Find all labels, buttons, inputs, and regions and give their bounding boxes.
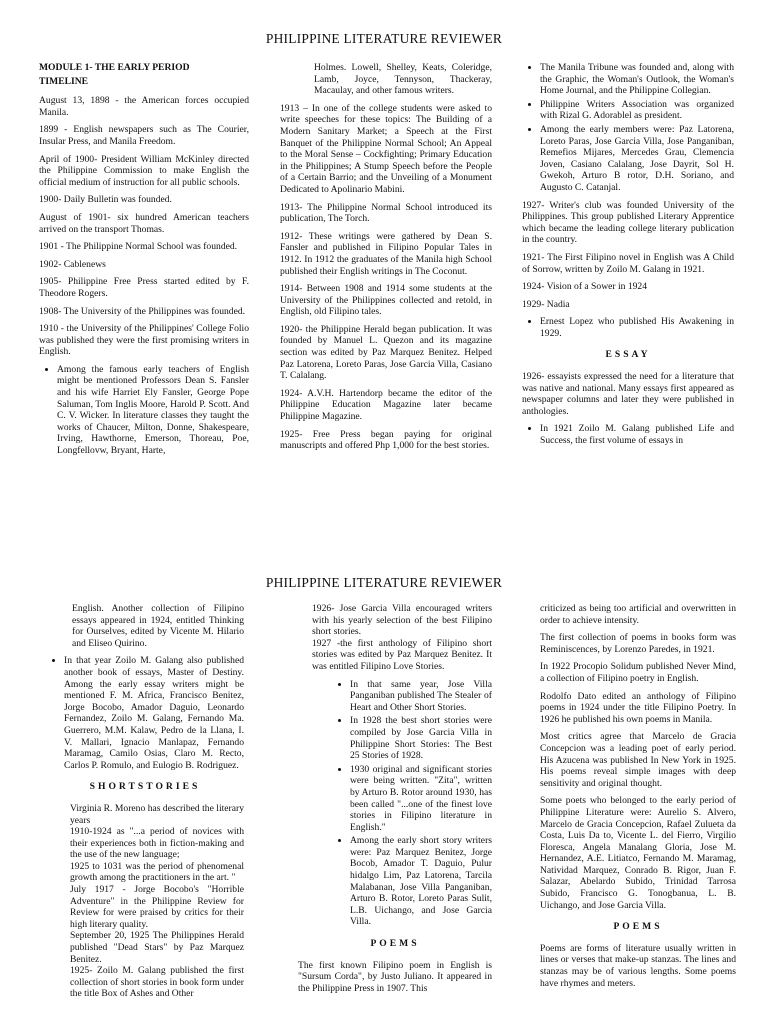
timeline-entry: 1920- the Philippine Herald began publication. It was founded by Manuel L. Quezon and its magazine section was edited by Paz Marquez Benitez. Helped Paz Latorena, Loreto Paras, Jose Garcia Villa, Casiano T. Calalang. xyxy=(280,323,492,382)
list-item: • 1930 original and significant stories were being written. "Zita", written by Arturo B. Rotor around 1930, has been called "...one of the finest love stories in Filipino literature in English." xyxy=(350,764,492,834)
timeline-heading: TIMELINE xyxy=(39,75,89,87)
shortstory-entry: September 20, 1925 The Philippines Herald published "Dead Stars" by Paz Marquez Benitez. xyxy=(70,930,244,965)
bullet-list xyxy=(522,62,734,194)
bullet-list xyxy=(522,423,734,446)
poem-entry: criticized as being too artificial and overwritten in order to achieve intensity. xyxy=(540,603,736,626)
column-3 xyxy=(522,62,734,453)
shortstories-heading: SHORTSTORIES xyxy=(89,781,201,793)
page-2 xyxy=(0,560,768,1024)
shortstory-entry: 1925- Zoilo M. Galang published the first collection of short stories in book form under the title Box of Ashes and Other xyxy=(70,965,244,1000)
poem-entry: Some poets who belonged to the early period of Philippine Literature were: Aurelio S. Alvero, Marcelo de Gracia Concepcion, Rafael Zulueta da Costa, Luis Da to, Vicente L. del Fierro, Virgilio Floresca, Angela Manalang Gloria, Jose M. Hernandez, A.E. Litiatco, Fernando M. Maramag, Natividad Marquez, Conrado B. Rigor, Juan F. Salazar, Abelardo Subido, Trinidad Tarrosa Subido, Francisco G. Tonogbanua, L. B. Uichango, and Jose Garcia Villa. xyxy=(540,795,736,911)
timeline-entry: 1905- Philippine Free Press started edited by F. Theodore Rogers. xyxy=(39,276,249,299)
list-item: • Philippine Writers Association was organized with Rizal G. Adorablel as president. xyxy=(540,99,734,122)
timeline-entry: 1924- Vision of a Sower in 1924 xyxy=(522,281,648,293)
list-item: • In 1928 the best short stories were compiled by Jose Garcia Villa in Philippine Short Stories: The Best 25 Stories of 1928. xyxy=(350,715,492,761)
timeline-entry: 1913- The Philippine Normal School introduced its publication, The Torch. xyxy=(280,201,492,225)
timeline-entry: 1902- Cablenews xyxy=(39,258,106,270)
list-item: • Among the early members were: Paz Latorena, Loreto Paras, Jose Garcia Villa, Jose Panganiban, Remefios Mijares, Mercedes Grau, Clemencia Joven, Casiano Calalang, Jose Dayrit, Sol H. Gwekoh, Arturo B rotor, D.H. Soriano, and Augusto C. Catanjal. xyxy=(540,124,734,194)
timeline-entry: 1900- Daily Bulletin was founded. xyxy=(39,194,172,206)
shortstory-entry: 1926- Jose Garcia Villa encouraged writers with his yearly selection of the best Filipino short stories. xyxy=(312,603,492,638)
timeline-entry: 1914- Between 1908 and 1914 some students at the University of the Philippines collected and retold, in English, old Filipino tales. xyxy=(280,283,492,318)
list-item: • In that year Zoilo M. Galang also published another book of essays, Master of Destiny. Among the early essay writers might be mentioned F. M. Africa, Francisco Benitez, Jorge Bocobo, Amador Daguio, Leonardo Fernandez, Zoilo M. Galang, Fernando Ma. Guerrero, M.M. Kalaw, Pedro de la Llana, I. V. Mallari, Ignacio Manlapaz, Fernando Maramag, Camilo Osias, Claro M. Recto, Carlos P. Romulo, and Eulogio B. Rodriguez. xyxy=(64,655,244,771)
essay-heading: ESSAY xyxy=(605,349,651,361)
shortstory-entry: 1925 to 1031 was the period of phenomenal growth among the practitioners in the art. " xyxy=(70,860,244,884)
column-2 xyxy=(280,62,492,458)
timeline-entry: 1912- These writings were gathered by Dean S. Fansler and published in Filipino Popular Tales in 1912. In 1912 the graduates of the Manila high School published their English writings in The Coconut. xyxy=(280,230,492,277)
essay-paragraph: 1926- essayists expressed the need for a literature that was native and national. Many essays first appeared as newspaper columns and later they were published in anthologies. xyxy=(522,371,734,417)
continued-text: English. Another collection of Filipino essays appeared in 1924, entitled Thinking for Ourselves, edited by Vicente M. Hilario and Eliseo Quirino. xyxy=(72,603,244,649)
list-item: • In 1921 Zoilo M. Galang published Life and Success, the first volume of essays in xyxy=(540,423,734,446)
timeline-entry: 1910 - the University of the Philippines' College Folio was published they were the first promising writers in English. xyxy=(39,323,249,358)
poems-definition: Poems are forms of literature usually written in lines or verses that make-up stanzas. The lines and stanzas may be of various lengths. Some poems have rhymes and meters. xyxy=(540,942,736,989)
timeline-entry: August of 1901- six hundred American teachers arrived on the transport Thomas. xyxy=(39,211,249,235)
timeline-entry: 1925- Free Press began paying for original manuscripts and offered Php 1,000 for the best stories. xyxy=(280,428,492,452)
continued-text: Holmes. Lowell, Shelley, Keats, Coleridge, Lamb, Joyce, Tennyson, Thackeray, Macaulay, and other famous writers. xyxy=(314,62,492,97)
poems-heading-2: POEMS xyxy=(613,921,663,933)
list-item: • In that same year, Jose Villa Panganiban published The Stealer of Heart and Other Short Stories. xyxy=(350,679,492,714)
shortstory-entry: July 1917 - Jorge Bocobo's "Horrible Adventure" in the Philippine Review for Review for were praised by critics for their high literary quality. xyxy=(70,884,244,930)
list-item: • Ernest Lopez who published His Awakening in 1929. xyxy=(540,316,734,339)
timeline-entry: August 13, 1898 - the American forces occupied Manila. xyxy=(39,95,249,118)
shortstories-block xyxy=(46,803,244,1000)
column-1 xyxy=(39,62,249,463)
poem-entry: Most critics agree that Marcelo de Gracia Concepcion was a leading poet of early period. His Azucena was published In New York in 1925. His poems reveal simple images with deep sensitivity and original thought. xyxy=(540,731,736,789)
timeline-entry: 1913 – In one of the college students were asked to write speeches for these topics: The Building of a Modern Sanitary Market; a Speech at the First Banquet of the Philippine Normal School; An Appeal to the Moral Sense – Cockfighting; Primary Education in the Philippines; A Stump Speech before the People of a Certain Barrio; and the Unveiling of a Monument Dedicated to Apolinario Mabini. xyxy=(280,102,492,195)
bullet-list xyxy=(298,679,492,928)
column-3 xyxy=(540,603,736,995)
shortstory-entry: 1927 -the first anthology of Filipino short stories was edited by Paz Marquez Benitez. It was entitled Filipino Love Stories. xyxy=(312,637,492,672)
list-item: • Among the early short story writers were: Paz Marquez Benitez, Jorge Bocob, Amador T. Daguio, Pulur hidalgo Lim, Paz Latorena, Tarcila Malabanan, Jose Villa Panganiban, Arturo B. Rotor, Loreto Paras Sulit, L.B. Uichango, and Jose Garcia Villa. xyxy=(350,835,492,928)
poem-entry: Rodolfo Dato edited an anthology of Filipino poems in 1924 under the title Filipino Poetry. In 1926 he published his own poems in Manila. xyxy=(540,690,736,725)
timeline-entry: 1924- A.V.H. Hartendorp became the editor of the Philippine Education Magazine later became Philippine Magazine. xyxy=(280,387,492,423)
timeline-entry: April of 1900- President William McKinley directed the Philippine Commission to make English the official medium of instruction for all public schools. xyxy=(39,153,249,188)
bullet-list xyxy=(46,655,244,771)
timeline-entry: 1899 - English newspapers such as The Courier, Insular Press, and Manila Freedom. xyxy=(39,124,249,147)
module-heading: MODULE 1- THE EARLY PERIOD xyxy=(39,62,190,73)
column-1 xyxy=(46,603,244,1000)
column-2 xyxy=(298,603,492,1000)
list-item: • The Manila Tribune was founded and, along with the Graphic, the Woman's Outlook, the Woman's Home Journal, and the Philippine Collegian. xyxy=(540,62,734,97)
poems-paragraph: The first known Filipino poem in English is "Sursum Corda", by Justo Juliano. It appeared in the Philippine Press in 1907. This xyxy=(298,959,492,994)
shortstory-entry: Virginia R. Moreno has described the literary years xyxy=(70,802,244,826)
poems-heading: POEMS xyxy=(370,938,420,950)
timeline-entry: 1927- Writer's club was founded University of the Philippines. This group published Literary Apprentice which became the leading college literary publication in the country. xyxy=(522,199,734,246)
poem-entry: The first collection of poems in books form was Reminiscences, by Lorenzo Paredes, in 1921. xyxy=(540,632,736,655)
shortstory-entry: 1910-1924 as "...a period of novices with their experiences both in fiction-making and the use of the new language; xyxy=(70,826,244,861)
timeline-entry: 1921- The First Filipino novel in English was A Child of Sorrow, written by Zoilo M. Galang in 1921. xyxy=(522,251,734,275)
bullet-list xyxy=(39,364,249,457)
bullet-list xyxy=(522,316,734,339)
timeline-entry: 1901 - The Philippine Normal School was founded. xyxy=(39,241,238,253)
page-title: PHILIPPINE LITERATURE REVIEWER xyxy=(265,575,503,590)
page-title: PHILIPPINE LITERATURE REVIEWER xyxy=(265,31,503,46)
timeline-entry: 1929- Nadia xyxy=(522,298,570,310)
list-item: • Among the famous early teachers of English might be mentioned Professors Dean S. Fansler and his wife Harriet Ely Fansler, George Pope Saluman, Tom Inglis Moore, Harold P. Scott. And C. V. Wicker. In literature classes they taught the works of Chaucer, Milton, Donne, Shakespeare, Irving, Hawthorne, Emerson, Thoreau, Poe, Longfellovw, Bryant, Harte, xyxy=(57,364,249,457)
poem-entry: In 1922 Procopio Solidum published Never Mind, a collection of Filipino poetry in English. xyxy=(540,661,736,684)
timeline-entry: 1908- The University of the Philippines was founded. xyxy=(39,305,246,317)
